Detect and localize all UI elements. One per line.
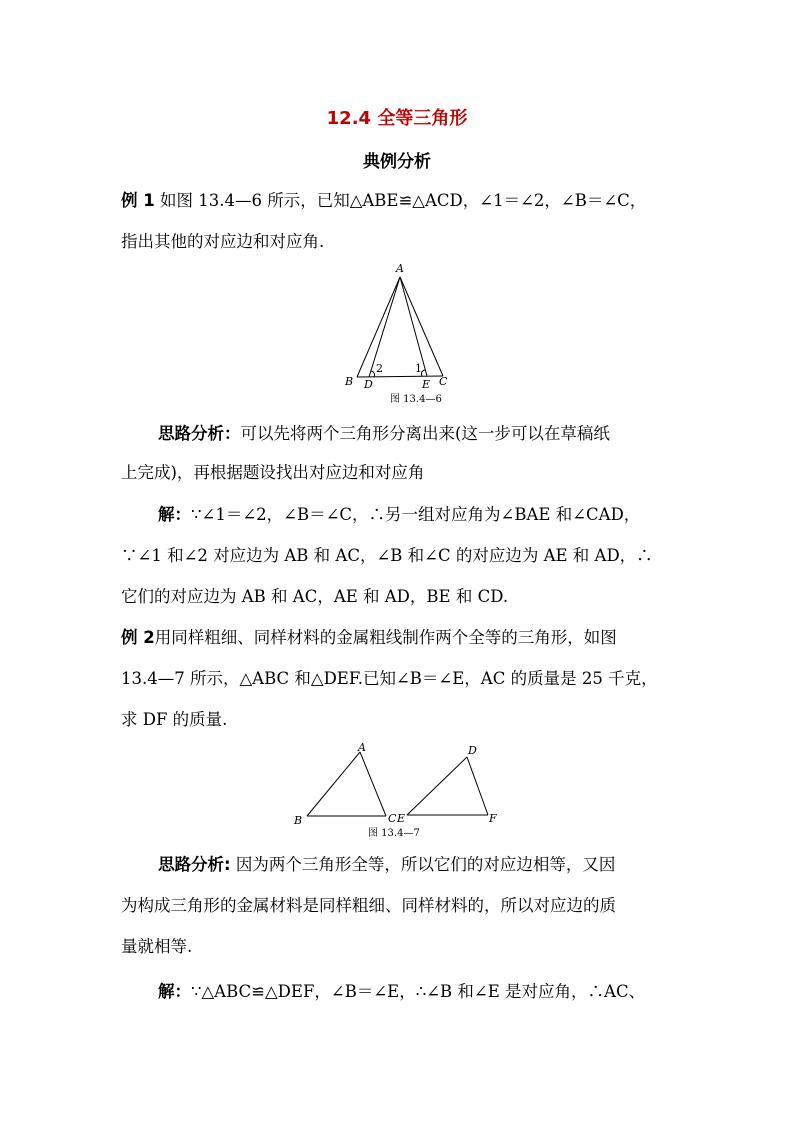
example-2-line-2: 13.4—7 所示，△ABC 和△DEF.已知∠B＝∠E，AC 的质量是 25 千克， xyxy=(121,669,658,688)
figure-13-4-6 xyxy=(340,260,460,410)
label-E: E xyxy=(422,378,431,391)
example-2-line-3: 求 DF 的质量. xyxy=(121,710,228,729)
label-F: F xyxy=(489,812,497,825)
example-1-solution-line-1 xyxy=(158,504,682,526)
example-2-text-1: 用同样粗细、同样材料的金属粗线制作两个全等的三角形，如图 xyxy=(154,628,617,647)
example-1-text-1: 如图 13.4—6 所示，已知△ABE≌△ACD，∠1＝∠2，∠B＝∠C， xyxy=(154,191,647,210)
edge-BA xyxy=(307,752,360,816)
label-D: D xyxy=(468,744,477,757)
section-title: 典例分析 xyxy=(363,152,431,172)
figure-caption: 图 13.4—6 xyxy=(390,394,442,405)
edge-AD xyxy=(369,277,400,377)
example-1-analysis-line-2: 上完成)，再根据题设找出对应边和对应角 xyxy=(121,463,425,482)
label-A: A xyxy=(396,262,404,275)
edge-ED xyxy=(407,757,467,815)
analysis-label: 思路分析: xyxy=(158,855,231,874)
edge-AC xyxy=(360,752,386,816)
edge-AE xyxy=(400,277,427,376)
analysis-text: 可以先将两个三角形分离出来(这一步可以在草稿纸 xyxy=(240,424,610,443)
example-1-solution-line-3: 它们的对应边为 AB 和 AC，AE 和 AD，BE 和 CD. xyxy=(121,587,509,606)
example-2-analysis-line-2: 为构成三角形的金属材料是同样粗细、同样材料的，所以对应边的质 xyxy=(121,896,616,915)
label-B: B xyxy=(294,814,303,827)
example-2-analysis-line-3: 量就相等. xyxy=(121,937,193,956)
edge-BC xyxy=(357,376,443,377)
example-1-line-1 xyxy=(121,190,681,212)
label-E: E xyxy=(397,812,406,825)
label-D: D xyxy=(364,378,373,391)
label-A: A xyxy=(358,741,366,754)
solution-label: 解： xyxy=(158,505,191,524)
figure-13-4-7 xyxy=(290,738,505,843)
label-B: B xyxy=(345,375,354,388)
example-2-line-1 xyxy=(121,627,681,649)
label-1: 1 xyxy=(415,362,422,375)
analysis-label: 思路分析： xyxy=(158,424,241,443)
label-2: 2 xyxy=(376,362,383,375)
example-1-analysis-line-1 xyxy=(158,423,682,445)
solution-text: ∵△ABC≌△DEF，∠B＝∠E，∴∠B 和∠E 是对应角，∴AC、 xyxy=(191,982,646,1001)
solution-label: 解： xyxy=(158,982,191,1001)
edge-DF xyxy=(467,757,488,815)
label-C: C xyxy=(439,375,448,388)
example-1-line-2: 指出其他的对应边和对应角. xyxy=(121,232,325,251)
example-1-label: 例 1 xyxy=(121,191,155,210)
analysis-text: 因为两个三角形全等，所以它们的对应边相等，又因 xyxy=(230,855,616,874)
example-2-solution-line-1 xyxy=(158,981,682,1003)
example-1-solution-line-2: ∵∠1 和∠2 对应边为 AB 和 AC，∠B 和∠C 的对应边为 AE 和 AD，∴ xyxy=(121,546,653,565)
solution-text: ∵∠1＝∠2，∠B＝∠C，∴另一组对应角为∠BAE 和∠CAD， xyxy=(191,505,641,524)
example-2-analysis-line-1 xyxy=(158,854,682,876)
example-2-label: 例 2 xyxy=(121,628,155,647)
figure-caption: 图 13.4—7 xyxy=(368,828,420,839)
page-title: 12.4 全等三角形 xyxy=(326,108,468,129)
angle-mark-2 xyxy=(371,371,375,377)
label-C: C xyxy=(388,812,397,825)
